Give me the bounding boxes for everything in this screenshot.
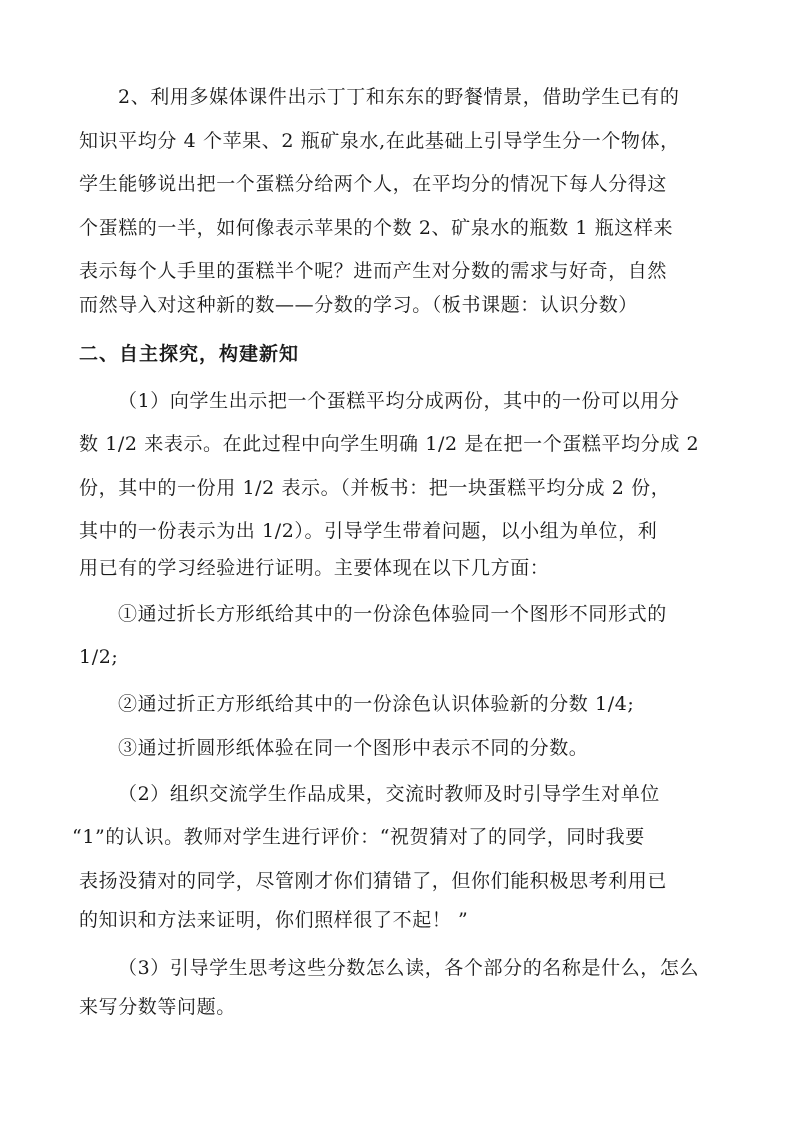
- circled-item-2: ②通过折正方形纸给其中的一份涂色认识体验新的分数 1/4;: [118, 693, 635, 715]
- paragraph-2-line-2: 知识平均分 4 个苹果、2 瓶矿泉水,在此基础上引导学生分一个物体，: [79, 130, 680, 152]
- step-1-line-4: 其中的一份表示为出 1/2）。引导学生带着问题，以小组为单位，利: [79, 520, 658, 542]
- paragraph-2-line-3: 学生能够说出把一个蛋糕分给两个人，在平均分的情况下每人分得这: [79, 173, 668, 195]
- step-1-line-2: 数 1/2 来表示。在此过程中向学生明确 1/2 是在把一个蛋糕平均分成 2: [79, 433, 700, 455]
- step-2-line-4: 的知识和方法来证明，你们照样很了不起！ ”: [79, 909, 469, 931]
- step-1-line-3: 份，其中的一份用 1/2 表示。（并板书：把一块蛋糕平均分成 2 份，: [79, 477, 671, 499]
- step-3-line-2: 来写分数等问题。: [79, 996, 236, 1018]
- section-heading: 二、自主探究，构建新知: [79, 343, 300, 365]
- circled-item-1-line-2: 1/2;: [79, 646, 119, 668]
- step-2-line-2: “1”的认识。教师对学生进行评价：“祝贺猜对了的同学，同时我要: [72, 826, 645, 848]
- step-2-line-3: 表扬没猜对的同学，尽管刚才你们猜错了，但你们能积极思考利用已: [79, 870, 668, 892]
- paragraph-2-line-5: 表示每个人手里的蛋糕半个呢？进而产生对分数的需求与好奇，自然: [79, 260, 668, 282]
- step-3-line-1: （3）引导学生思考这些分数怎么读，各个部分的名称是什么，怎么: [118, 957, 700, 979]
- paragraph-2-line-4: 个蛋糕的一半，如何像表示苹果的个数 2、矿泉水的瓶数 1 瓶这样来: [79, 217, 674, 239]
- circled-item-3: ③通过折圆形纸体验在同一个图形中表示不同的分数。: [118, 737, 589, 759]
- step-1-line-5: 用已有的学习经验进行证明。主要体现在以下几方面：: [79, 557, 550, 579]
- paragraph-2-line-6: 而然导入对这种新的数——分数的学习。（板书课题：认识分数）: [79, 294, 638, 316]
- circled-item-1-line-1: ①通过折长方形纸给其中的一份涂色体验同一个图形不同形式的: [118, 603, 667, 625]
- step-2-line-1: （2）组织交流学生作品成果，交流时教师及时引导学生对单位: [118, 783, 660, 805]
- paragraph-2-line-1: 2、利用多媒体课件出示丁丁和东东的野餐情景，借助学生已有的: [118, 86, 680, 108]
- step-1-line-1: （1）向学生出示把一个蛋糕平均分成两份，其中的一份可以用分: [118, 390, 680, 412]
